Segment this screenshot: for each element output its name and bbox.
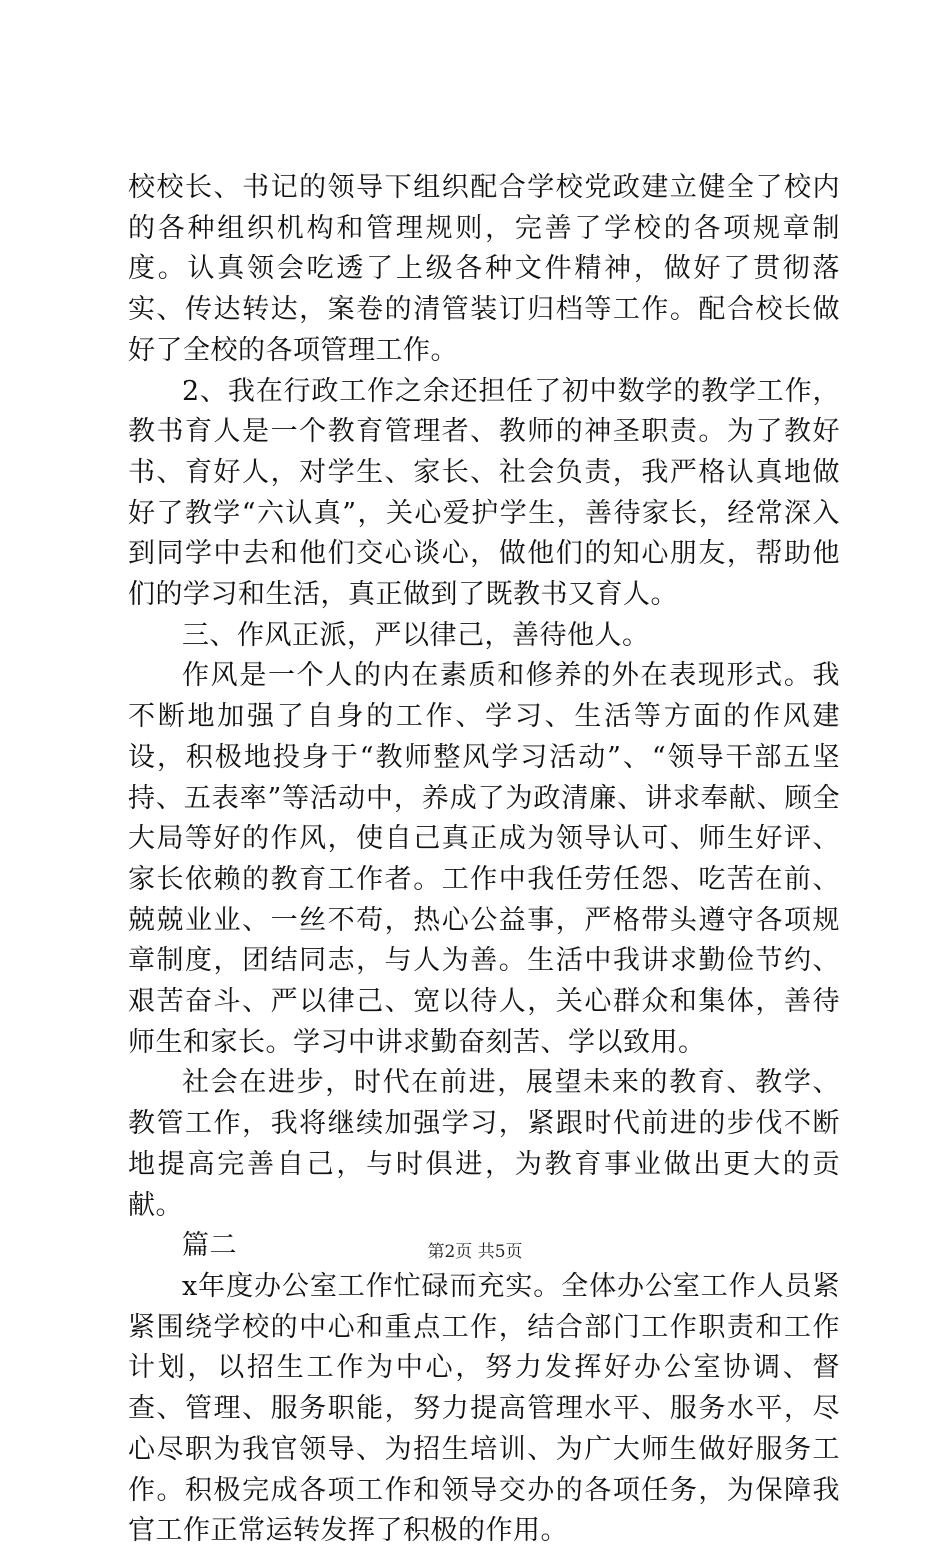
page-footer: 第2页 共5页: [427, 1242, 523, 1262]
paragraph-math-teaching: 2、我在行政工作之余还担任了初中数学的教学工作，教书育人是一个教育管理者、教师的神圣职责。为了教好书、育好人，对学生、家长、社会负责，我严格认真地做好了教学“六认真”，关心爱护学生，善待家长，经常深入到同学中去和他们交心谈心，做他们的知心朋友，帮助他们的学习和生活，真正做到了既教书又育人。: [128, 375, 840, 611]
paragraph-office-work: x年度办公室工作忙碌而充实。全体办公室工作人员紧紧围绕学校的中心和重点工作，结合部门工作职责和工作计划，以招生工作为中心，努力发挥好办公室协调、督查、管理、服务职能，努力提高管理水平、服务水平，尽心尽职为我官领导、为招生培训、为广大师生做好服务工作。积极完成各项工作和领导交办的各项任务，为保障我官工作正常运转发挥了积极的作用。: [128, 1270, 840, 1547]
section-heading-part-two: 篇二: [182, 1230, 237, 1262]
paragraph-work-style: 作风是一个人的内在素质和修养的外在表现形式。我不断地加强了自身的工作、学习、生活等方面的作风建设，积极地投身于“教师整风学习活动”、“领导干部五坚持、五表率”等活动中，养成了为政清廉、讲求奉献、顾全大局等好的作风，使自己真正成为领导认可、师生好评、家长依赖的教育工作者。工作中我任劳任怨、吃苦在前、兢兢业业、一丝不苟，热心公益事，严格带头遵守各项规章制度，团结同志，与人为善。生活中我讲求勤俭节约、艰苦奋斗、严以律己、宽以待人，关心群众和集体，善待师生和家长。学习中讲求勤奋刻苦、学以致用。: [128, 660, 840, 1058]
paragraph-outlook: 社会在进步，时代在前进，展望未来的教育、教学、教管工作，我将继续加强学习，紧跟时代前进的步伐不断地提高完善自己，与时俱进，为教育事业做出更大的贡献。: [128, 1067, 840, 1221]
paragraph-continued: 校校长、书记的领导下组织配合学校党政建立健全了校内的各种组织机构和管理规则，完善了学校的各项规章制度。认真领会吃透了上级各种文件精神，做好了贯彻落实、传达转达，案卷的清管装订归档等工作。配合校长做好了全校的各项管理工作。: [128, 172, 840, 366]
document-body: [128, 168, 840, 1552]
section-heading-work-style: 三、作风正派，严以律己，善待他人。: [182, 619, 650, 651]
